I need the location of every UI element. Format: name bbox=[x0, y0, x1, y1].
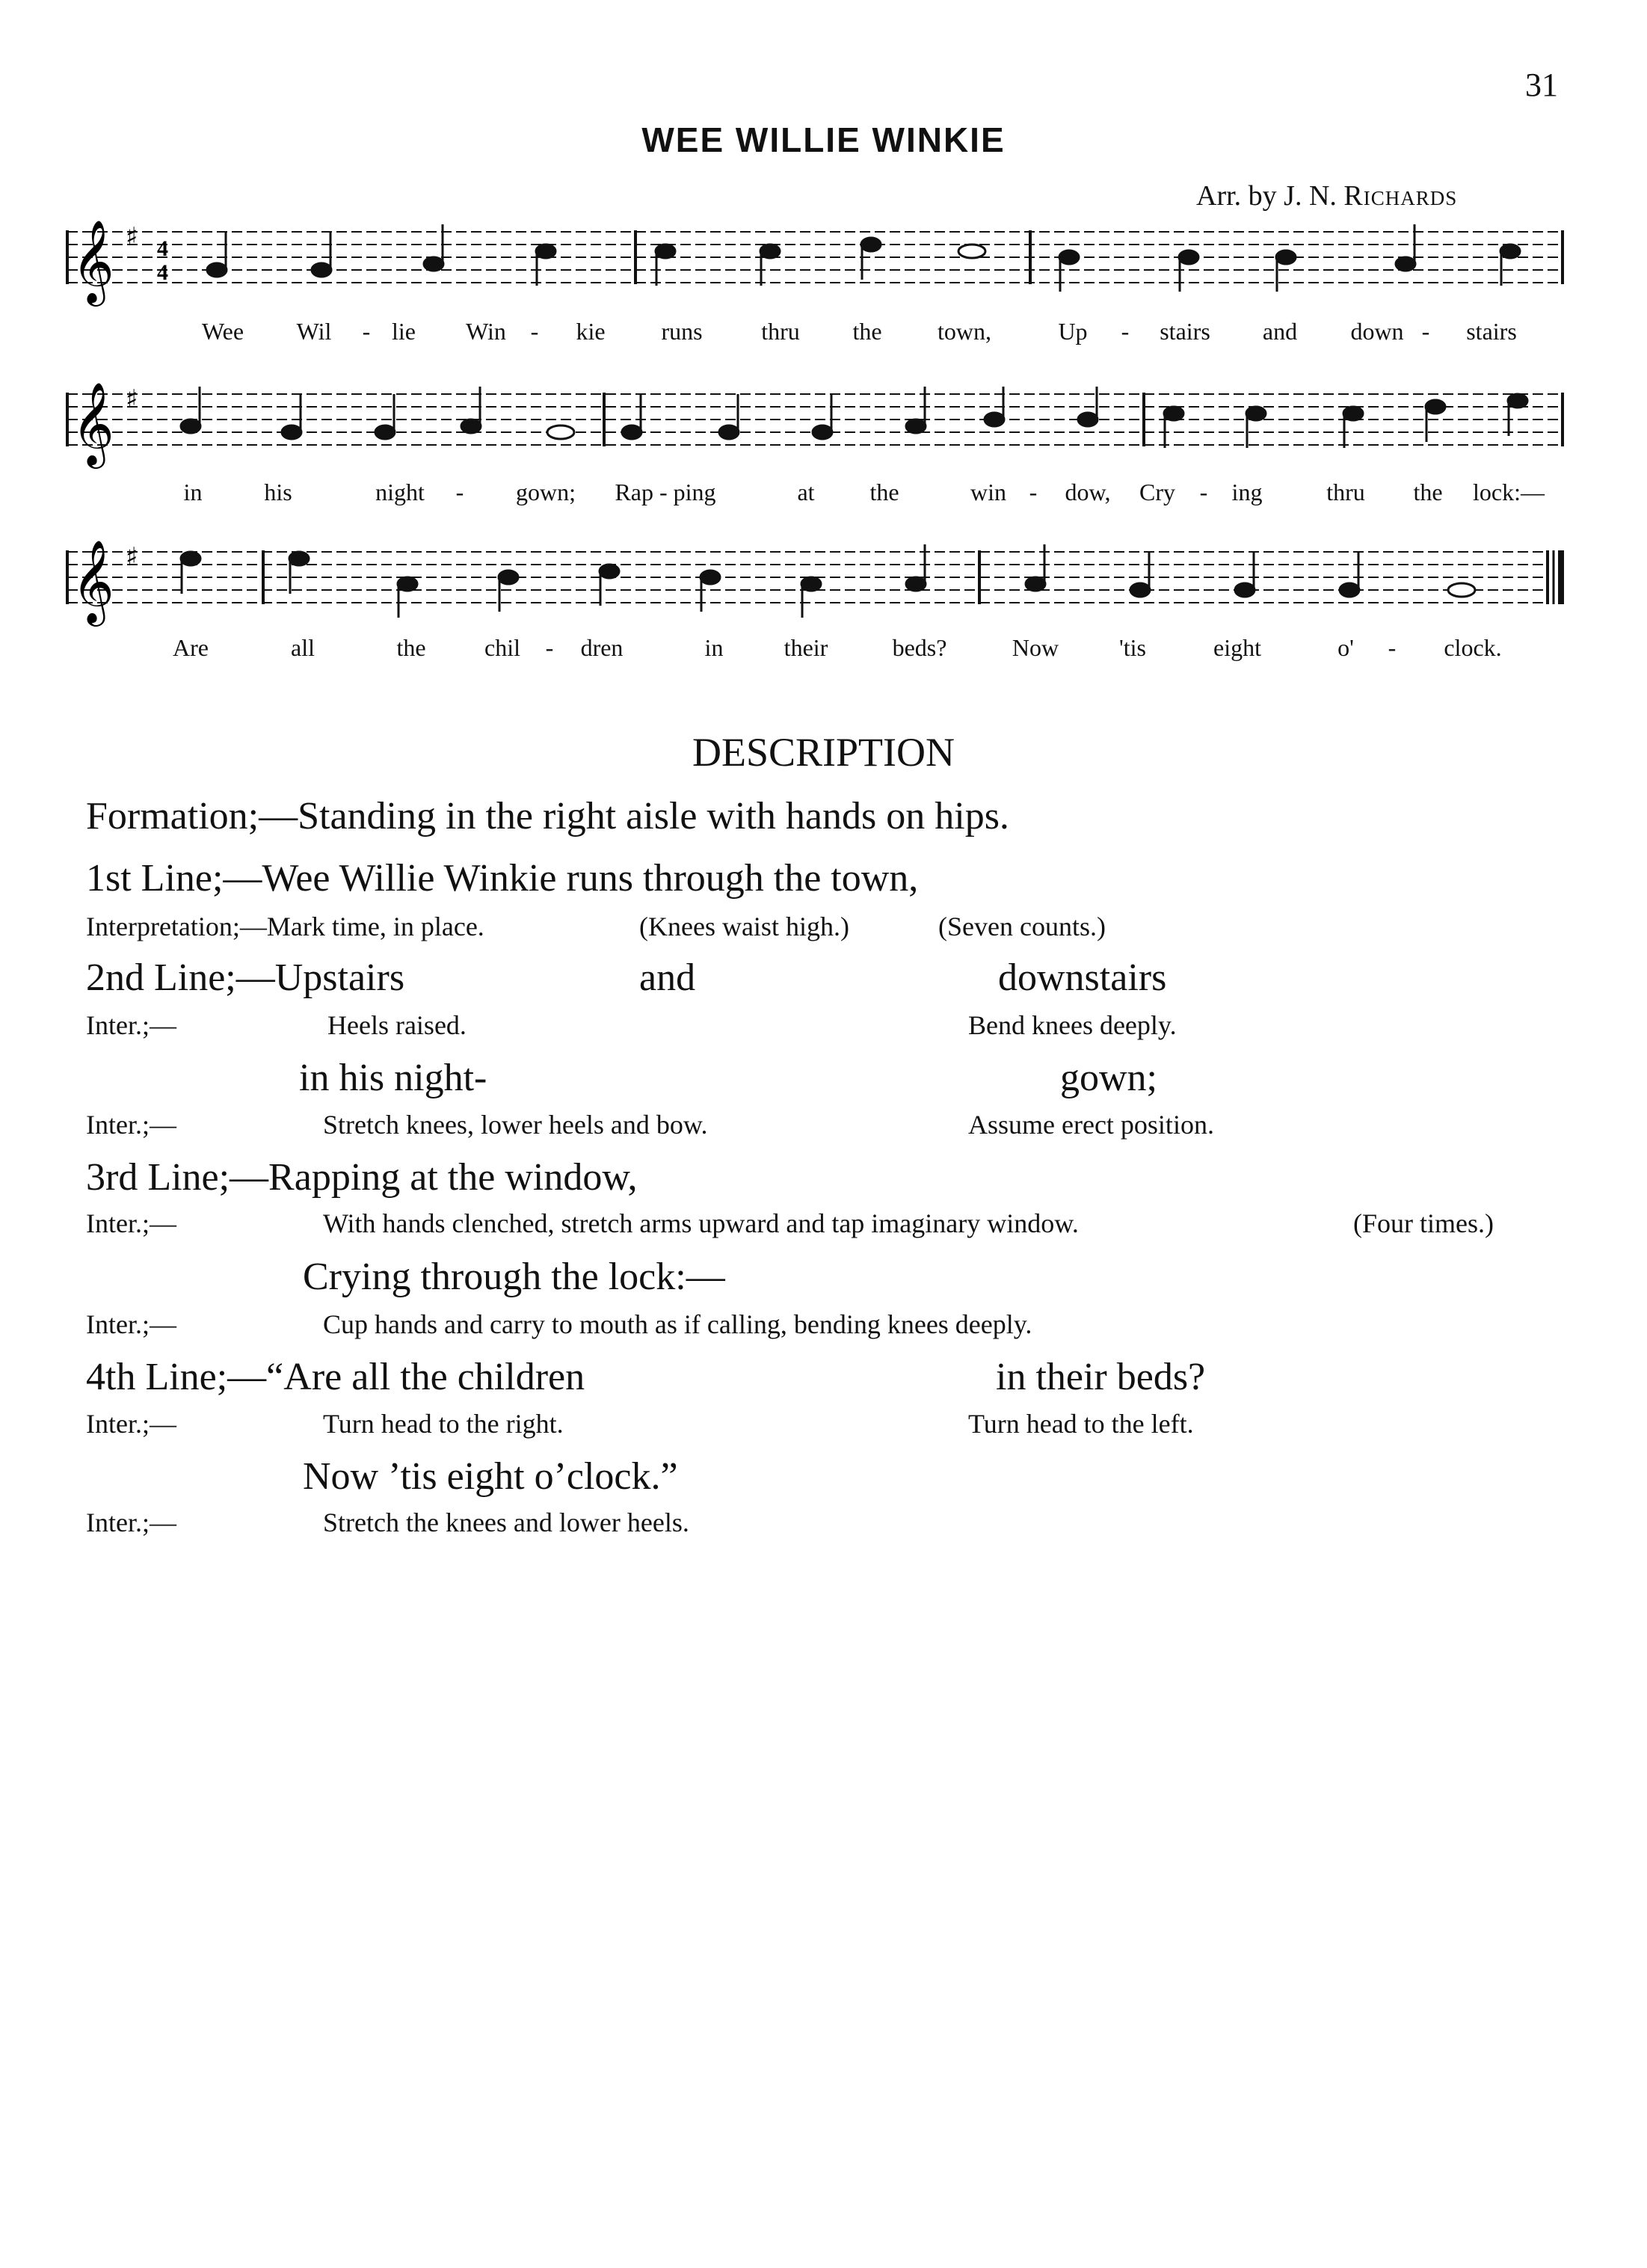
inter-label: Inter.;— bbox=[86, 1110, 176, 1140]
lyric-syllable: dow, bbox=[1065, 479, 1111, 505]
lyric-syllable: dren bbox=[580, 634, 624, 661]
treble-clef-icon: 𝄞 bbox=[72, 219, 114, 303]
lyric-syllable: in bbox=[183, 479, 203, 505]
lyric-syllable: eight bbox=[1213, 634, 1261, 661]
lyric-syllable: clock. bbox=[1444, 634, 1502, 661]
inter-label: Inter.;— bbox=[86, 1508, 176, 1537]
line-3b-interp: Cup hands and carry to mouth as if calling, bending knees deeply. bbox=[323, 1309, 1032, 1339]
line-3-lyric: 3rd Line;—Rapping at the window, bbox=[86, 1156, 638, 1199]
line-2-lyric: 2nd Line;—Upstairs bbox=[86, 956, 405, 999]
line-1-knees-note: (Knees waist high.) bbox=[639, 912, 849, 941]
svg-text:4: 4 bbox=[157, 260, 168, 285]
lyric-syllable: his bbox=[264, 479, 292, 505]
line-3b-lyric: Crying through the lock:— bbox=[303, 1256, 725, 1298]
lyric-syllable: Win bbox=[466, 318, 506, 345]
lyric-syllable: kie bbox=[576, 318, 606, 345]
line-2b-interp-2: Assume erect position. bbox=[968, 1110, 1214, 1140]
lyric-syllable: - bbox=[1199, 479, 1208, 505]
description-heading: DESCRIPTION bbox=[692, 730, 955, 775]
line-1-lyric: 1st Line;—Wee Willie Winkie runs through the town, bbox=[86, 857, 919, 900]
lyric-syllable: their bbox=[784, 634, 828, 661]
lyric-syllable: - bbox=[455, 479, 464, 505]
lyric-syllable: at bbox=[797, 479, 815, 505]
lyric-syllable: the bbox=[852, 318, 882, 345]
page-number: 31 bbox=[1525, 67, 1558, 103]
lyric-syllable: the bbox=[869, 479, 899, 505]
line-4b-interp: Stretch the knees and lower heels. bbox=[323, 1508, 689, 1537]
sharp-icon: ♯ bbox=[126, 384, 138, 414]
lyric-syllable: chil bbox=[484, 634, 520, 661]
lyric-syllable: - bbox=[1029, 479, 1038, 505]
svg-text:4: 4 bbox=[157, 236, 168, 261]
lyric-syllable: the bbox=[396, 634, 426, 661]
lyric-syllable: thru bbox=[761, 318, 800, 345]
lyric-syllable: - bbox=[530, 318, 539, 345]
line-4b-lyric: Now ’tis eight o’clock.” bbox=[303, 1455, 678, 1498]
line-4-beds: in their beds? bbox=[996, 1356, 1206, 1398]
treble-clef-icon: 𝄞 bbox=[72, 539, 114, 623]
lyric-syllable: in bbox=[704, 634, 724, 661]
lyric-syllable: Wee bbox=[201, 318, 244, 345]
line-3-interp-1: With hands clenched, stretch arms upward and tap imaginary window. bbox=[323, 1208, 1079, 1238]
line-2-downstairs: downstairs bbox=[998, 956, 1167, 999]
inter-label: Inter.;— bbox=[86, 1208, 176, 1238]
lyric-syllable: o' bbox=[1337, 634, 1354, 661]
line-2-and: and bbox=[639, 956, 696, 999]
sharp-icon: ♯ bbox=[126, 542, 138, 572]
lyric-syllable: beds? bbox=[892, 634, 947, 661]
lyric-syllable: the bbox=[1413, 479, 1443, 505]
line-2-interp-1: Heels raised. bbox=[327, 1010, 467, 1040]
lyric-syllable: Up bbox=[1058, 318, 1088, 345]
lyric-syllable: thru bbox=[1326, 479, 1365, 505]
lyric-syllable: and bbox=[1262, 318, 1298, 345]
lyric-syllable: - bbox=[1121, 318, 1130, 345]
lyric-syllable: stairs bbox=[1160, 318, 1210, 345]
lyric-syllable: - bbox=[1388, 634, 1397, 661]
lyric-syllable: win bbox=[970, 479, 1006, 505]
line-2-interp-2: Bend knees deeply. bbox=[968, 1010, 1177, 1040]
lyric-syllable: town, bbox=[938, 318, 991, 345]
lyric-syllable: Wil bbox=[296, 318, 332, 345]
lyric-syllable: gown; bbox=[516, 479, 576, 505]
formation-line: Formation;—Standing in the right aisle with hands on hips. bbox=[86, 795, 1009, 838]
arranger-prefix: Arr. by J. N. bbox=[1196, 180, 1344, 212]
lyric-syllable: runs bbox=[661, 318, 703, 345]
lyric-syllable: Rap - ping bbox=[615, 479, 716, 505]
treble-clef-icon: 𝄞 bbox=[72, 381, 114, 465]
lyric-syllable: down bbox=[1350, 318, 1404, 345]
song-title: WEE WILLIE WINKIE bbox=[641, 120, 1006, 159]
lyric-syllable: - bbox=[1421, 318, 1430, 345]
lyric-syllable: night bbox=[375, 479, 425, 505]
lyric-syllable: Now bbox=[1012, 634, 1059, 661]
line-2b-lyric: in his night- bbox=[299, 1057, 487, 1099]
line-2b-interp-1: Stretch knees, lower heels and bow. bbox=[323, 1110, 708, 1140]
lyric-syllable: lie bbox=[392, 318, 416, 345]
inter-label: Inter.;— bbox=[86, 1409, 176, 1439]
line-3-interp-2: (Four times.) bbox=[1353, 1208, 1494, 1238]
inter-label: Inter.;— bbox=[86, 1010, 176, 1040]
lyric-syllable: Are bbox=[173, 634, 209, 661]
lyric-syllable: - bbox=[362, 318, 371, 345]
music-staff-2 bbox=[0, 364, 1647, 514]
lyric-syllable: Cry bbox=[1139, 479, 1175, 505]
sharp-icon: ♯ bbox=[126, 222, 138, 252]
inter-label: Inter.;— bbox=[86, 1309, 176, 1339]
lyric-syllable: all bbox=[291, 634, 315, 661]
line-1-interpretation: Interpretation;—Mark time, in place. bbox=[86, 912, 484, 941]
line-4-interp-1: Turn head to the right. bbox=[323, 1409, 564, 1439]
arranger-name: Richards bbox=[1343, 180, 1458, 212]
line-4-interp-2: Turn head to the left. bbox=[968, 1409, 1194, 1439]
lyric-syllable: lock:— bbox=[1473, 479, 1545, 505]
lyric-syllable: stairs bbox=[1466, 318, 1517, 345]
lyric-syllable: 'tis bbox=[1119, 634, 1146, 661]
line-1-counts-note: (Seven counts.) bbox=[938, 912, 1106, 941]
line-2b-gown: gown; bbox=[1060, 1057, 1157, 1099]
lyric-syllable: - bbox=[545, 634, 554, 661]
lyric-syllable: ing bbox=[1231, 479, 1263, 505]
line-4-lyric: 4th Line;—“Are all the children bbox=[86, 1356, 585, 1398]
